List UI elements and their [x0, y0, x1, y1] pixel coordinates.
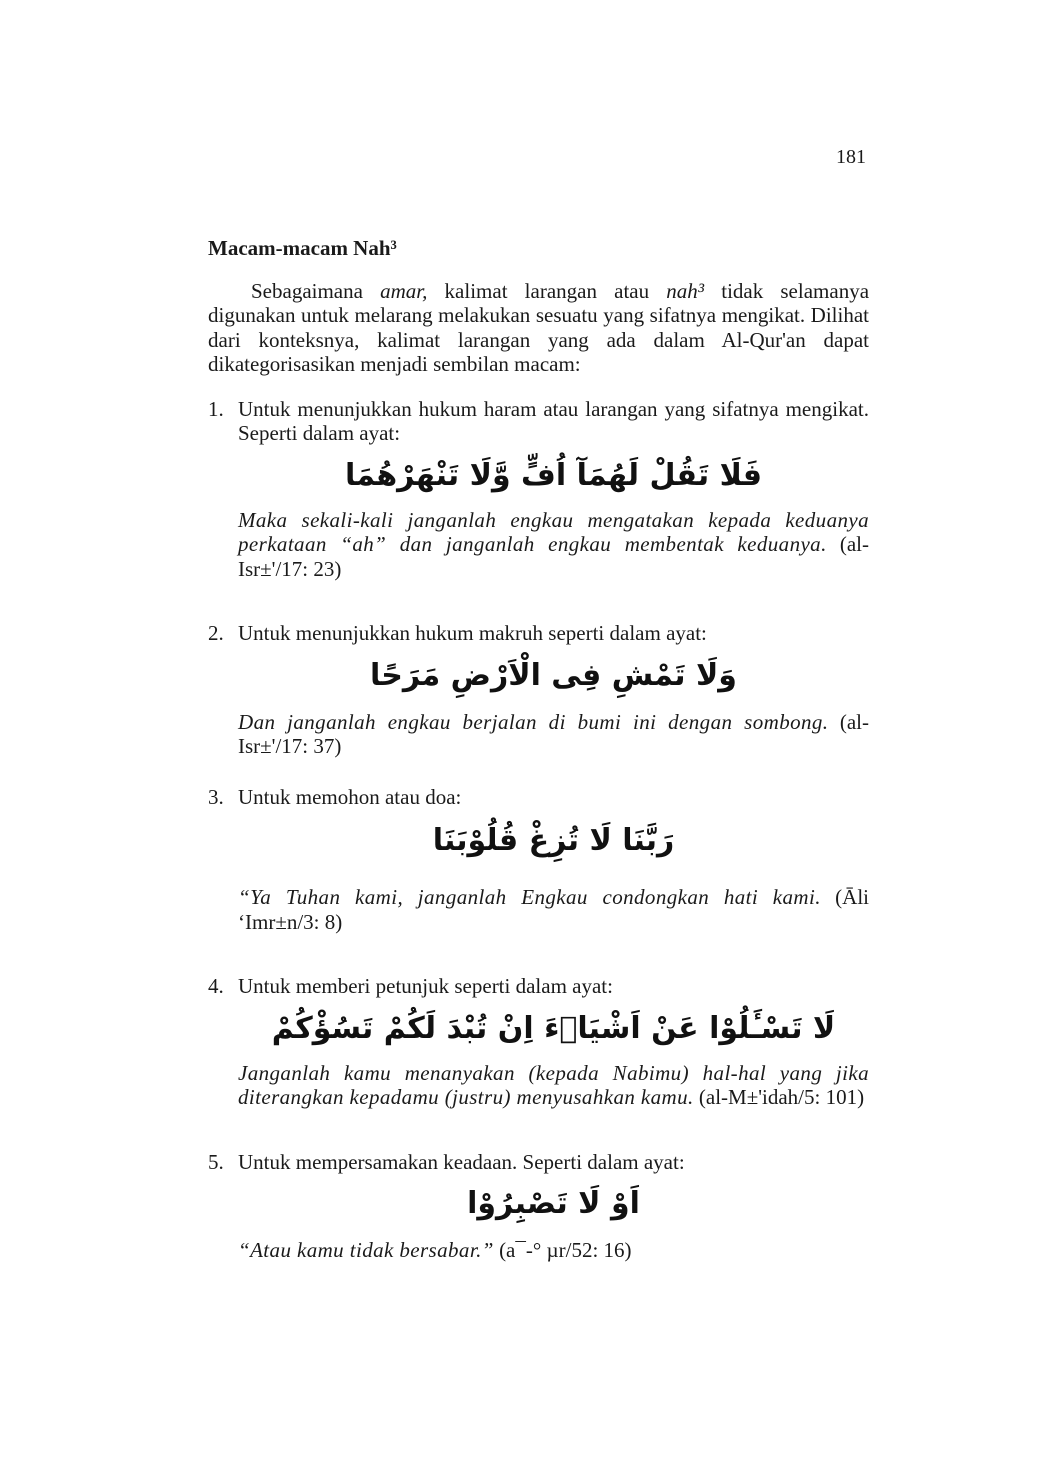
- verse-translation: [238, 508, 869, 582]
- item-number: 4.: [208, 974, 224, 998]
- intro-text-1: Sebagaimana: [251, 278, 381, 303]
- verse-translation: [238, 885, 869, 934]
- list-item: [208, 974, 869, 1110]
- translation-text: “Atau kamu tidak bersabar.”: [238, 1238, 494, 1262]
- intro-text-3: tidak selamanya digunakan untuk melarang melakukan sesuatu yang sifatnya mengikat. Dilihat dari konteksnya, kalimat larangan yang ada dalam Al-Qur'an dapat dikategorisasikan menjadi sembilan macam:: [208, 278, 870, 376]
- verse-translation: [238, 1061, 869, 1110]
- item-number: 2.: [208, 621, 224, 645]
- list-item: [208, 785, 869, 935]
- term-nahi: nah³: [666, 278, 705, 303]
- list-item: [208, 621, 869, 759]
- list-item: [208, 1150, 869, 1263]
- arabic-verse: رَبَّنَا لَا تُزِغْ قُلُوْبَنَا: [432, 823, 675, 858]
- item-number: 5.: [208, 1149, 224, 1174]
- item-number: 3.: [208, 784, 224, 809]
- item-text: Untuk menunjukkan hukum makruh seperti dalam ayat:: [238, 621, 707, 645]
- item-text: Untuk menunjukkan hukum haram atau larangan yang sifatnya mengikat. Seperti dalam ayat:: [238, 396, 869, 445]
- verse-reference: (al-Isr±'/17: 37): [238, 709, 869, 758]
- verse-translation: [238, 710, 869, 759]
- translation-text: Dan janganlah engkau berjalan di bumi ini dengan sombong.: [238, 709, 829, 734]
- verse-reference: (a¯-° µr/52: 16): [493, 1238, 632, 1262]
- arabic-verse: وَلَا تَمْشِ فِى الْاَرْضِ مَرَحًا: [370, 657, 737, 693]
- verse-translation: [238, 1238, 869, 1263]
- arabic-verse: اَوْ لَا تَصْبِرُوْا: [467, 1186, 640, 1221]
- item-number: 1.: [208, 396, 224, 421]
- translation-text: Maka sekali-kali janganlah engkau mengatakan kepada keduanya perkataan “ah” dan janganlah engkau membentak keduanya.: [238, 507, 869, 556]
- item-text: Untuk memberi petunjuk seperti dalam ayat:: [238, 974, 613, 998]
- verse-reference: (al-M±'idah/5: 101): [693, 1085, 865, 1109]
- section-heading: Macam-macam Nah³: [208, 236, 397, 260]
- arabic-verse: فَلَا تَقُلْ لَهُمَآ اُفٍّ وَّلَا تَنْهَرْهُمَا: [345, 457, 762, 493]
- intro-text-2: kalimat larangan atau: [427, 278, 667, 303]
- verse-reference: (Āli ‘Imr±n/3: 8): [238, 885, 869, 934]
- item-text: Untuk memohon atau doa:: [238, 784, 462, 809]
- translation-text: “Ya Tuhan kami, janganlah Engkau condongkan hati kami.: [238, 885, 821, 909]
- verse-reference: (al-Isr±'/17: 23): [238, 532, 869, 581]
- term-amar: amar,: [380, 278, 428, 303]
- page-number: 181: [836, 146, 866, 168]
- intro-paragraph: [208, 279, 869, 377]
- translation-text: Janganlah kamu menanyakan (kepada Nabimu) hal-hal yang jika diterangkan kepadamu (justru) menyusahkan kamu.: [238, 1060, 869, 1109]
- item-text: Untuk mempersamakan keadaan. Seperti dalam ayat:: [238, 1149, 685, 1174]
- arabic-verse: لَا تَسْـَٔلُوْا عَنْ اَشْيَاۤءَ اِنْ تُبْدَ لَكُمْ تَسُؤْكُمْ: [271, 1010, 836, 1046]
- list-item: [208, 397, 869, 582]
- page-content: [208, 236, 869, 1263]
